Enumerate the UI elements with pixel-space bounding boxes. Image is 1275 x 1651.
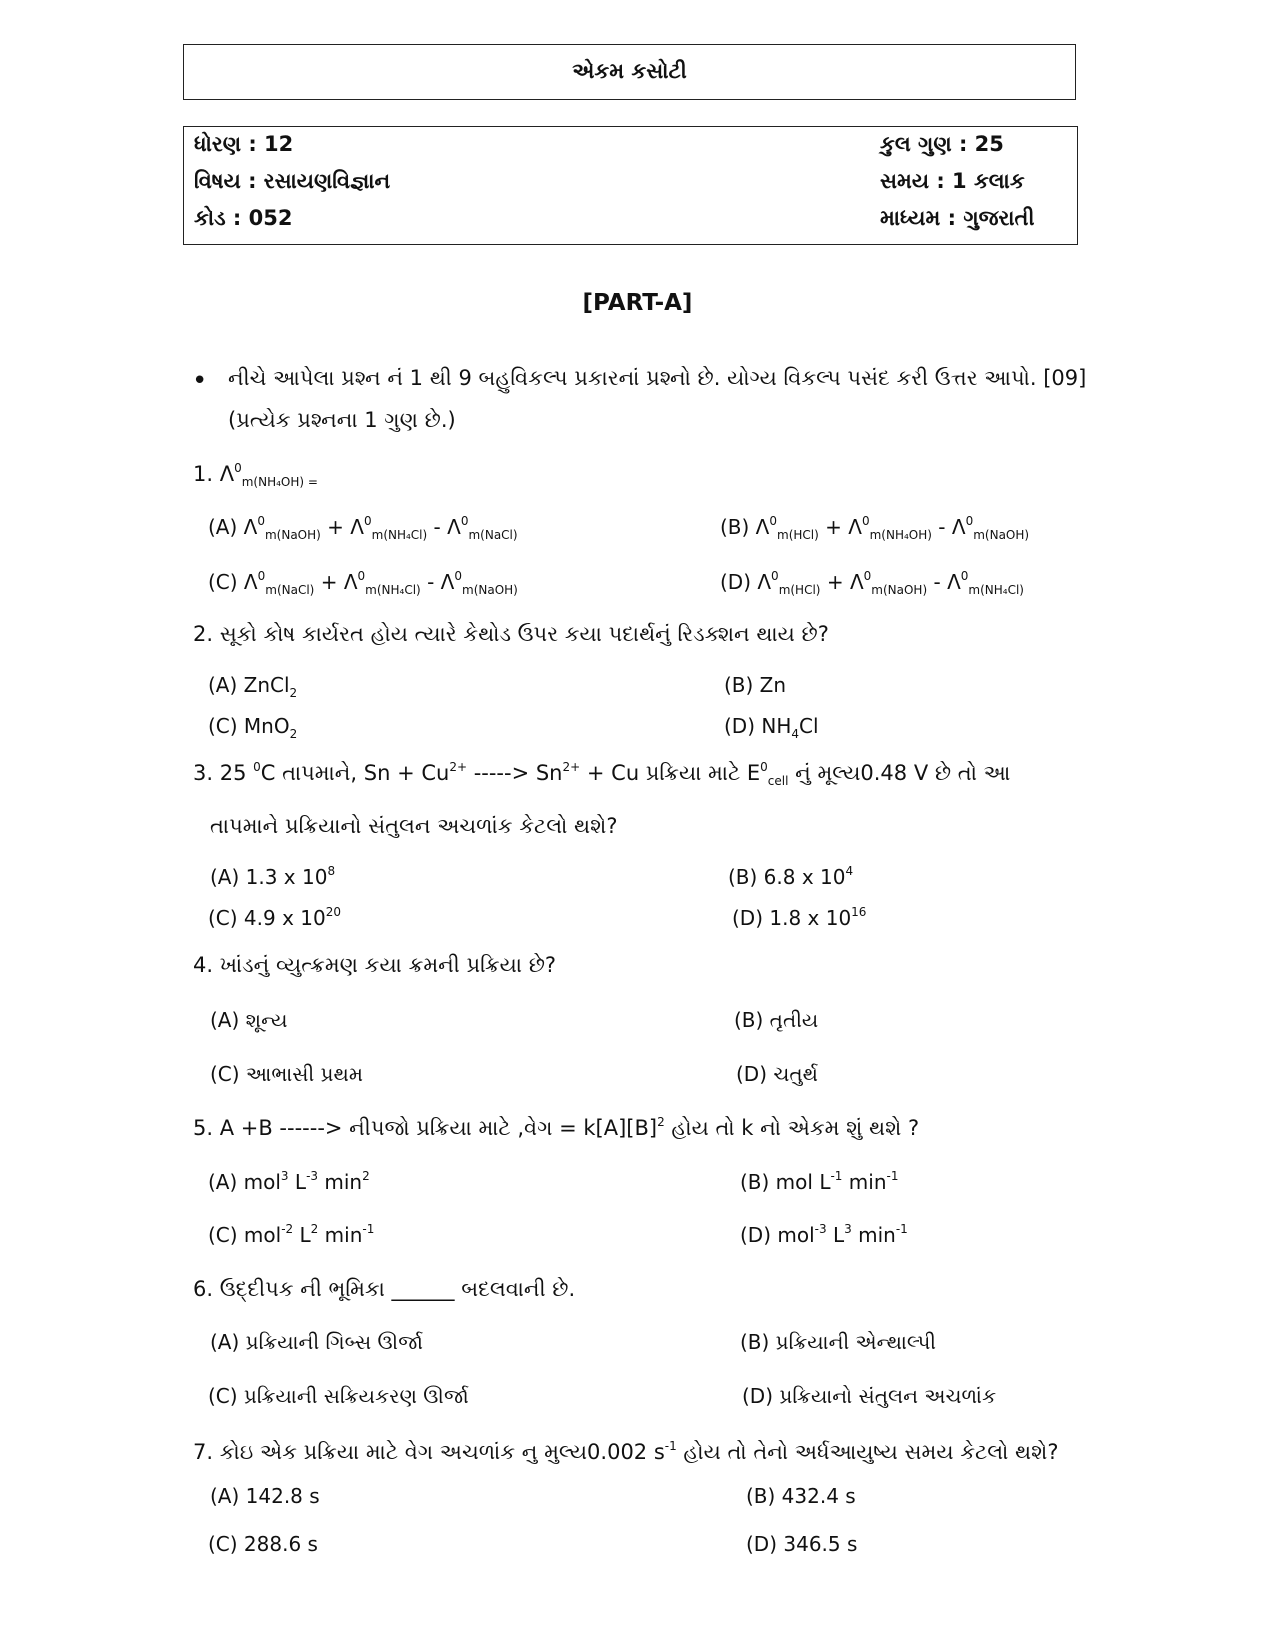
q5-option-d: (D) mol$^{-3}$ $L^3$ $\min^{-1}$ (740, 1222, 908, 1247)
q2-text: 2. સૂકો કોષ કાર્યરત હોય ત્યારે કેથોડ ઉપર કયા પદાર્થનું રિડક્શન થાય છે? (193, 622, 829, 646)
q4-option-c: (C) આભાસી પ્રથમ (210, 1062, 363, 1086)
q2-option-a: (A) ZnCl$_2$ (208, 673, 298, 700)
q1-option-c: (C) $\Lambda^0_{m(NaCl)} + \Lambda^0_{m(NH_4Cl)} - \Lambda^0_{m(NaOH)}$ (208, 569, 518, 597)
info-box (183, 126, 1078, 245)
q5-text: 5. A +B ------> નીપજો પ્રક્રિયા માટે ,વેગ = $k[A][B]^2$ હોય તો k નો એકમ શું થશે ? (193, 1115, 920, 1140)
q2-option-d: (D) $NH_4Cl$ (724, 714, 819, 741)
q3-option-a: (A) 1.3 x $10^8$ (210, 864, 336, 889)
q1-option-b: (B) $\Lambda^0_{m(HCl)} + \Lambda^0_{m(NH_4OH)} - \Lambda^0_{m(NaOH)}$ (720, 514, 1030, 542)
q4-option-b: (B) તૃતીય (734, 1008, 819, 1032)
q1-option-d: (D) $\Lambda^0_{m(HCl)} + \Lambda^0_{m(NaOH)} - \Lambda^0_{m(NH_4Cl)}$ (720, 569, 1024, 597)
code: કોડ : 052 (194, 206, 293, 230)
q7-option-a: (A) 142.8 s (210, 1484, 320, 1508)
q2-option-b: (B) Zn (724, 673, 787, 697)
q2-option-c: (C) MnO$_2$ (208, 714, 298, 741)
page-title: એકમ કસોટી (572, 59, 687, 83)
q7-option-c: (C) 288.6 s (208, 1532, 318, 1556)
q3-text: 3. 25 $^0$C તાપમાને, $Sn + Cu^{2+}$ -----> $Sn^{2+} + Cu$ પ્રક્રિયા માટે $E^0_{cell}$ નું મૂલ્ય0.48 V છે તો આ (193, 760, 1011, 788)
q6-option-a: (A) પ્રક્રિયાની ગિબ્સ ઊર્જા (210, 1330, 423, 1354)
q3-text-line-2: તાપમાને પ્રક્રિયાનો સંતુલન અચળાંક કેટલો થશે? (210, 814, 618, 838)
q3-option-b: (B) 6.8 x $10^4$ (728, 864, 854, 889)
medium: માધ્યમ : ગુજરાતી (880, 206, 1035, 230)
q7-option-b: (B) 432.4 s (746, 1484, 856, 1508)
q5-option-b: (B) mol $L^{-1}$ $\min^{-1}$ (740, 1169, 899, 1194)
q3-option-c: (C) 4.9 x $10^{20}$ (208, 905, 342, 930)
title-box (183, 44, 1076, 100)
instruction-line-1: નીચે આપેલા પ્રશ્ન નં 1 થી 9 બહુવિકલ્પ પ્રકારનાં પ્રશ્નો છે. યોગ્ય વિકલ્પ પસંદ કરી ઉત્તર આપો. [09] (228, 366, 1087, 390)
time: સમય : 1 કલાક (880, 169, 1025, 193)
q7-text: 7. કોઇ એક પ્રક્રિયા માટે વેગ અચળાંક નુ મુલ્ય0.002 $s^{-1}$ હોય તો તેનો અર્ધઆયુષ્ય સમય કેટલો થશે? (193, 1439, 1059, 1464)
q6-text: 6. ઉદ્દીપક ની ભૂમિકા ______ બદલવાની છે. (193, 1277, 576, 1301)
q1-text: 1. $\Lambda^0_{m(NH_4OH) =}$ (193, 461, 318, 489)
bullet-icon: • (192, 366, 208, 396)
q6-option-b: (B) પ્રક્રિયાની એન્થાલ્પી (740, 1330, 937, 1354)
q5-option-c: (C) mol$^{-2}$ $L^2$ $\min^{-1}$ (208, 1222, 375, 1247)
q6-option-c: (C) પ્રક્રિયાની સક્રિયકરણ ઊર્જા (208, 1384, 469, 1408)
q4-text: 4. ખાંડનું વ્યુત્ક્રમણ કયા ક્રમની પ્રક્રિયા છે? (193, 953, 557, 977)
q1-option-a: (A) $\Lambda^0_{m(NaOH)} + \Lambda^0_{m(NH_4Cl)} - \Lambda^0_{m(NaCl)}$ (208, 514, 518, 542)
q3-option-d: (D) 1.8 x $10^{16}$ (732, 905, 867, 930)
part-heading: [PART-A] (582, 290, 693, 316)
q4-option-d: (D) ચતુર્થ (736, 1062, 818, 1086)
q6-option-d: (D) પ્રક્રિયાનો સંતુલન અચળાંક (742, 1384, 997, 1408)
standard: ધોરણ : 12 (194, 132, 294, 156)
q5-option-a: (A) mol$^3$ $L^{-3}$ $\min^2$ (208, 1169, 370, 1194)
q4-option-a: (A) શૂન્ય (210, 1008, 288, 1032)
subject: વિષય : રસાયણવિજ્ઞાન (194, 169, 391, 193)
instruction-line-2: (પ્રત્યેક પ્રશ્નના 1 ગુણ છે.) (228, 408, 456, 432)
total-marks: કુલ ગુણ : 25 (880, 132, 1004, 156)
q7-option-d: (D) 346.5 s (746, 1532, 858, 1556)
